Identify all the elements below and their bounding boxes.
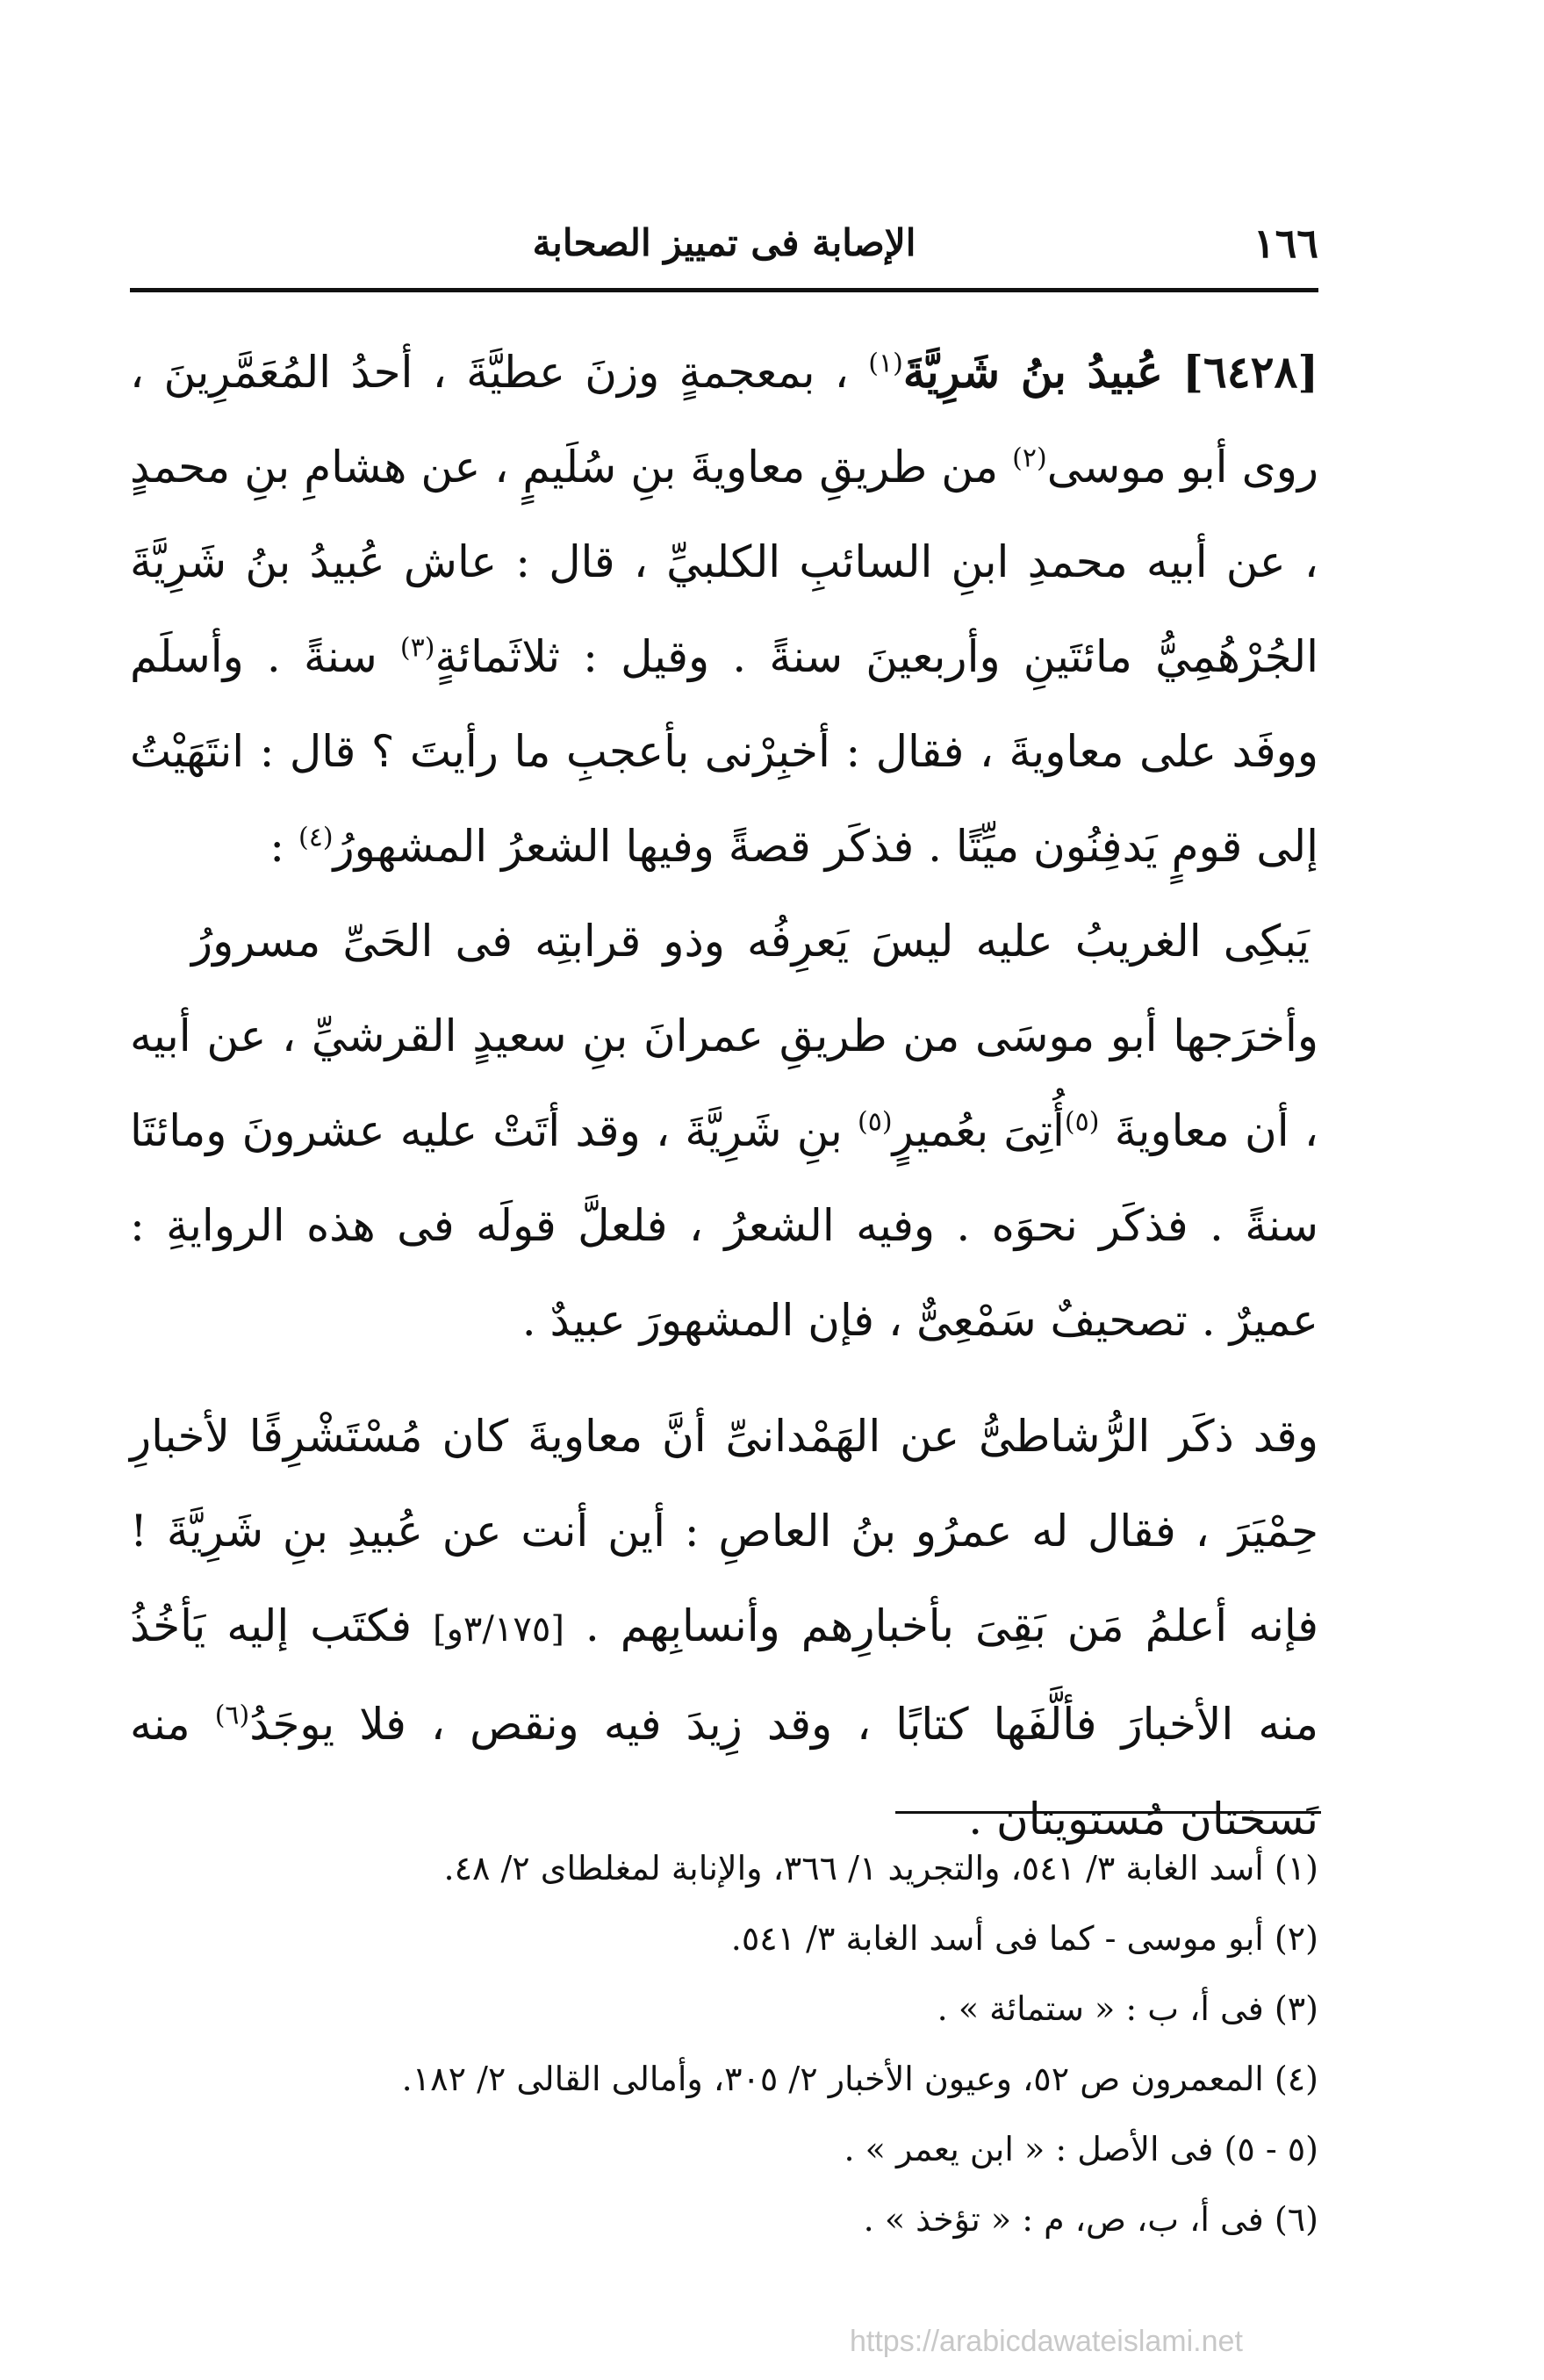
footnote-marker: (٥) xyxy=(1064,1106,1100,1138)
text-line: فإن المشهورَ عبيدٌ . xyxy=(521,1295,875,1346)
volume-page-reference: [٣/١٧٥و] xyxy=(432,1609,564,1650)
text-line: سنةً . وأسلَم ووفَد على معاويةَ ، فقال : أخبِرْنى بأعجبِ ما xyxy=(130,631,1318,777)
text-line: منه نَسختان مُستويتان . xyxy=(130,1699,1318,1844)
text-line: أُتِىَ بعُميرٍ xyxy=(892,1105,1065,1156)
footnote-marker: (٦) xyxy=(214,1700,250,1731)
entry-name: عُبيدُ بنُ شَرِيَّةَ xyxy=(902,346,1163,398)
footnote-marker: (١) xyxy=(868,348,903,379)
text-line: من طريقِ معاويةَ بنِ سُلَيمٍ ، عن هشامِ بنِ محمدٍ ، عن أبيه محمدِ xyxy=(130,442,1319,587)
footnote-marker: (٤) xyxy=(298,822,334,853)
text-line: رأيتَ ؟ قال : انتَهَيْتُ إلى قومٍ يَدفِنُون ميِّتًا . فذكَر قصةً وفيها الشعرُ xyxy=(130,726,1318,872)
poem-verse xyxy=(130,894,1318,989)
entry-number: [٦٤٢٨] xyxy=(1182,346,1318,398)
footnote: (٦) فى أ، ب، ص، م : « تؤخذ » . xyxy=(863,2200,1318,2239)
footnote: (٢) أبو موسى - كما فى أسد الغابة ٣/ ٥٤١. xyxy=(730,1919,1318,1958)
text-line: المشهورُ xyxy=(333,821,488,872)
page-header xyxy=(130,204,1318,283)
text-line: : xyxy=(269,821,285,872)
verse-hemistich-right: يَبكِى الغريبُ عليه ليسَ يَعرِفُه xyxy=(746,916,1310,967)
text-line: فقال له عمرُو بنُ العاصِ : أين أنت عن عُبيدِ بنِ شَرِيَّةَ ! فإنه أعلمُ مَن بَقِىَ xyxy=(130,1506,1318,1651)
text-line: زِيدَ فيه ونقص ، فلا يوجَدُ xyxy=(249,1699,743,1750)
footnote: (٣) فى أ، ب : « ستمائة » . xyxy=(937,1989,1318,2028)
text-line: وقد ذكَر الرُّشاطىُّ عن الهَمْدانىِّ أنَّ معاويةَ كان مُسْتَشْرِفًا لأخبارِ حِمْيَرَ ، xyxy=(130,1411,1318,1557)
footnote: (٤) المعمرون ص ٥٢، وعيون الأخبار ٢/ ٣٠٥، وأمالى القالى ٢/ ١٨٢. xyxy=(401,2060,1318,2098)
text-line: فكتَب إليه يَأخُذُ منه الأخبارَ فألَّفَها كتابًا ، وقد xyxy=(130,1600,1318,1750)
paragraph-2 xyxy=(130,989,1318,1368)
paragraph-3 xyxy=(130,1389,1318,1866)
text-line: معاويةَ xyxy=(1114,1105,1230,1156)
footnote-marker: (٢) xyxy=(1012,442,1047,474)
text-line: ، بمعجمةٍ وزنَ عطيَّةَ ، أحدُ المُعَمَّرِينَ ، روى xyxy=(130,347,1318,493)
running-title: الإصابة فى تمييز الصحابة xyxy=(532,221,916,264)
text-line: وأخرَجها أبو موسَى من طريقِ عمرانَ بنِ سعيدٍ القرشيِّ ، عن أبيه ، أن xyxy=(130,1010,1318,1156)
text-line: أبو موسى xyxy=(1046,442,1228,493)
footnote: (٥ - ٥) فى الأصل : « ابن يعمر » . xyxy=(844,2130,1318,2168)
text-line: بنِ شَرِيَّةَ ، وقد أتَتْ عليه عشرونَ ومائتَا سنةً . فذكَر xyxy=(130,1105,1318,1251)
footnote: (١) أسد الغابة ٣/ ٥٤١، والتجريد ١/ ٣٦٦، والإنابة لمغلطاى ٢/ ٤٨. xyxy=(443,1849,1318,1887)
text-line: ابنِ السائبِ الكلبيِّ ، قال : عاش عُبيدُ بنُ شَرِيَّةَ الجُرْهُمِيُّ مائتَينِ وأربعينَ سنةً . xyxy=(130,536,1319,682)
verse-hemistich-left: وذو قرابتِه فى الحَىِّ مسرورُ xyxy=(191,916,725,967)
footnotes xyxy=(130,1833,1318,2254)
footnote-separator xyxy=(895,1811,1321,1814)
text-line: وقيل : ثلاثَمائةٍ xyxy=(434,631,710,682)
entry-paragraph xyxy=(130,325,1318,894)
page-number: ١٦٦ xyxy=(1253,219,1318,267)
text-line: بأخبارِهم وأنسابِهم . xyxy=(585,1600,954,1651)
footnote-marker: (٥) xyxy=(858,1106,893,1138)
text-line: نحوَه . وفيه الشعرُ ، فلعلَّ قولَه فى هذه الروايةِ : عميرٌ . تصحيفٌ سَمْعِىٌّ ، xyxy=(130,1200,1318,1346)
footnote-marker: (٣) xyxy=(399,632,435,664)
main-text xyxy=(130,325,1318,1866)
header-rule xyxy=(130,288,1318,292)
watermark-url: https://arabicdawateislami.net xyxy=(850,2325,1243,2358)
